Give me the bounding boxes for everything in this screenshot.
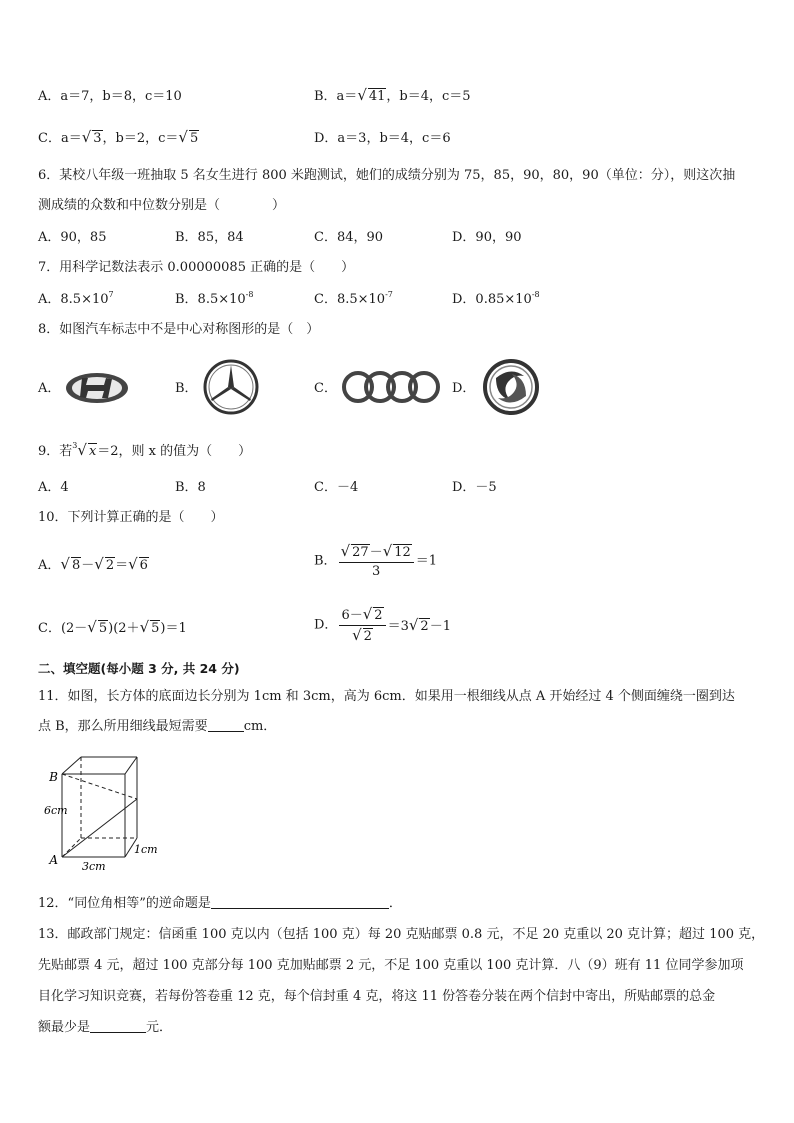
audi-logo-icon	[340, 368, 440, 406]
q10-d-numerator-prefix: 6－	[341, 608, 363, 623]
q10-option-b	[314, 543, 437, 580]
q6-option-d: D．90，90	[452, 230, 522, 245]
q10-c-radicand-2: 5	[151, 621, 160, 636]
q7-option-c	[314, 291, 393, 309]
q10-option-d: D． $\frac{6-√ 2}{√ 2}$ ＝3√ 2－1	[314, 605, 451, 644]
q5-b-prefix: B．a＝	[314, 89, 358, 104]
q10-b-label: B．	[314, 553, 337, 569]
q13-line4-suffix: 元．	[146, 1020, 173, 1035]
q7-d-exponent: -8	[531, 290, 540, 299]
q7-option-a	[38, 291, 114, 309]
q7-c-exponent: -7	[385, 290, 393, 299]
figure-label-a: A	[49, 853, 58, 867]
q10-d-equals: ＝3	[387, 618, 409, 634]
section-2-title: 二、填空题(每小题 3 分, 共 24 分)	[38, 661, 240, 676]
q5-c-radicand-1: 3	[93, 131, 102, 146]
q6-stem-line1: 6．某校八年级一班抽取 5 名女生进行 800 米跑测试，她们的成绩分别为 75，85，90，80，90（单位：分），则这次抽	[38, 168, 736, 183]
q10-b-radicand-1: 27	[352, 545, 369, 560]
q9-stem: 9．若$^3$√ x＝2，则 x 的值为（ ）	[38, 441, 252, 459]
q10-a-equals: ＝	[115, 558, 129, 573]
q7-option-d	[452, 291, 540, 309]
figure-label-depth: 1cm	[134, 843, 158, 856]
q10-c-mid: )(2＋	[108, 621, 140, 636]
q7-a-exponent: 7	[108, 290, 114, 299]
q13-stem-line3: 目化学习知识竞赛，若每份答卷重 12 克，每个信封重 4 克，将这 11 份答卷分装在两个信封中寄出，所贴邮票的总金	[38, 989, 716, 1004]
q10-a-minus: －	[81, 558, 95, 573]
q10-c-radicand-1: 5	[98, 621, 108, 636]
figure-label-width: 3cm	[82, 860, 106, 873]
q10-a-radicand-2: 2	[105, 558, 115, 573]
q5-b-suffix: ，b＝4，c＝5	[386, 89, 471, 104]
q10-d-fraction: $\frac{6-√ 2}{√ 2}$	[339, 606, 385, 645]
q10-b-minus: －	[369, 545, 383, 560]
q8-option-b-label: B．	[175, 381, 198, 396]
q10-b-fraction: $\frac{√ 27-√ 12}{3}$	[339, 543, 414, 580]
q7-option-b	[175, 291, 253, 309]
q10-option-a: A．√ 8－√ 2＝√ 6	[38, 555, 148, 573]
q9-option-c: C．－4	[314, 480, 359, 495]
q5-option-d: D．a＝3，b＝4，c＝6	[314, 131, 451, 146]
q10-d-end: －1	[429, 618, 451, 634]
q12-stem	[38, 895, 402, 913]
q10-d-denominator-radicand: 2	[363, 629, 372, 644]
q9-option-b: B．8	[175, 480, 206, 495]
q9-option-d: D．－5	[452, 480, 497, 495]
q5-b-radicand: 41	[368, 89, 386, 104]
q7-a-base: A．8.5×10	[38, 292, 109, 307]
q10-d-label: D．	[314, 617, 338, 633]
q11-stem-line1: 11．如图，长方体的底面边长分别为 1cm 和 3cm，高为 6cm．如果用一根细线从点 A 开始经过 4 个侧面缠绕一圈到达	[38, 689, 735, 704]
q13-stem-line2: 先贴邮票 4 元，超过 100 克部分每 100 克加贴邮票 2 元，不足 100 克重以 100 克计算．八（9）班有 11 位同学参加项	[38, 958, 744, 973]
q13-line4-prefix: 额最少是	[38, 1020, 91, 1035]
q12-suffix: ．	[388, 896, 402, 911]
q9-prefix: 9．若	[38, 444, 73, 459]
q6-option-a: A．90，85	[38, 230, 107, 245]
q11-line2-suffix: cm．	[243, 719, 277, 734]
q10-a-radicand-1: 8	[71, 558, 81, 573]
q10-a-label: A．	[38, 558, 61, 573]
cuboid-figure	[38, 752, 168, 874]
q11-stem-line2	[38, 718, 276, 736]
figure-label-height: 6cm	[44, 804, 68, 817]
q7-b-base: B．8.5×10	[175, 292, 246, 307]
q10-b-radicand-2: 12	[394, 545, 411, 560]
q10-stem: 10．下列计算正确的是（ ）	[38, 510, 224, 525]
q6-stem-line2: 测成绩的众数和中位数分别是（ ）	[38, 198, 286, 213]
q6-option-c: C．84，90	[314, 230, 384, 245]
q5-option-a: A．a＝7，b＝8，c＝10	[38, 89, 182, 104]
q8-option-a-label: A．	[38, 381, 61, 396]
q10-b-equals: ＝1	[415, 553, 438, 569]
q8-option-c-label: C．	[314, 381, 337, 396]
q13-answer-blank[interactable]	[90, 1019, 146, 1033]
q10-d-radicand: 2	[420, 618, 429, 634]
q8-option-d-label: D．	[452, 381, 476, 396]
q10-a-radicand-3: 6	[139, 558, 148, 573]
q9-root-variable: x	[88, 444, 97, 459]
q9-option-a: A．4	[38, 480, 69, 495]
q13-stem-line4	[38, 1019, 172, 1037]
q5-c-radicand-2: 5	[189, 131, 199, 146]
q5-c-mid: ，b＝2，c＝	[102, 131, 179, 146]
q12-prefix: 12．“同位角相等”的逆命题是	[38, 896, 211, 911]
q12-answer-blank[interactable]	[211, 895, 389, 909]
mercedes-logo-icon	[202, 358, 260, 416]
q7-c-base: C．8.5×10	[314, 292, 386, 307]
q10-c-end: )＝1	[160, 621, 187, 636]
q10-c-label: C．(2－	[38, 621, 88, 636]
q9-root-index: 3	[72, 441, 78, 450]
q9-suffix: ＝2，则 x 的值为（ ）	[97, 444, 252, 459]
q6-option-b: B．85，84	[175, 230, 244, 245]
q5-option-c: C．a＝√ 3，b＝2，c＝√ 5	[38, 128, 199, 146]
dongfeng-logo-icon	[480, 358, 542, 416]
q5-option-b: B．a＝√ 41，b＝4，c＝5	[314, 86, 471, 104]
hyundai-logo-icon	[64, 371, 130, 405]
q10-b-denominator: 3	[372, 564, 381, 579]
q5-c-prefix: C．a＝	[38, 131, 82, 146]
q8-stem: 8．如图汽车标志中不是中心对称图形的是（ ）	[38, 322, 320, 337]
q11-line2-prefix: 点 B，那么所用细线最短需要	[38, 719, 208, 734]
q10-d-numerator-radicand: 2	[374, 608, 383, 623]
q10-option-c: C．(2－√ 5)(2＋√ 5)＝1	[38, 618, 187, 636]
figure-label-b: B	[49, 770, 58, 784]
q7-stem: 7．用科学记数法表示 0.00000085 正确的是（ ）	[38, 260, 355, 275]
q11-answer-blank[interactable]	[208, 718, 244, 732]
q13-stem-line1: 13．邮政部门规定：信函重 100 克以内（包括 100 克）每 20 克贴邮票 0.8 元，不足 20 克重以 20 克计算；超过 100 克，	[38, 927, 765, 942]
q7-d-base: D．0.85×10	[452, 292, 532, 307]
q7-b-exponent: -8	[245, 290, 254, 299]
